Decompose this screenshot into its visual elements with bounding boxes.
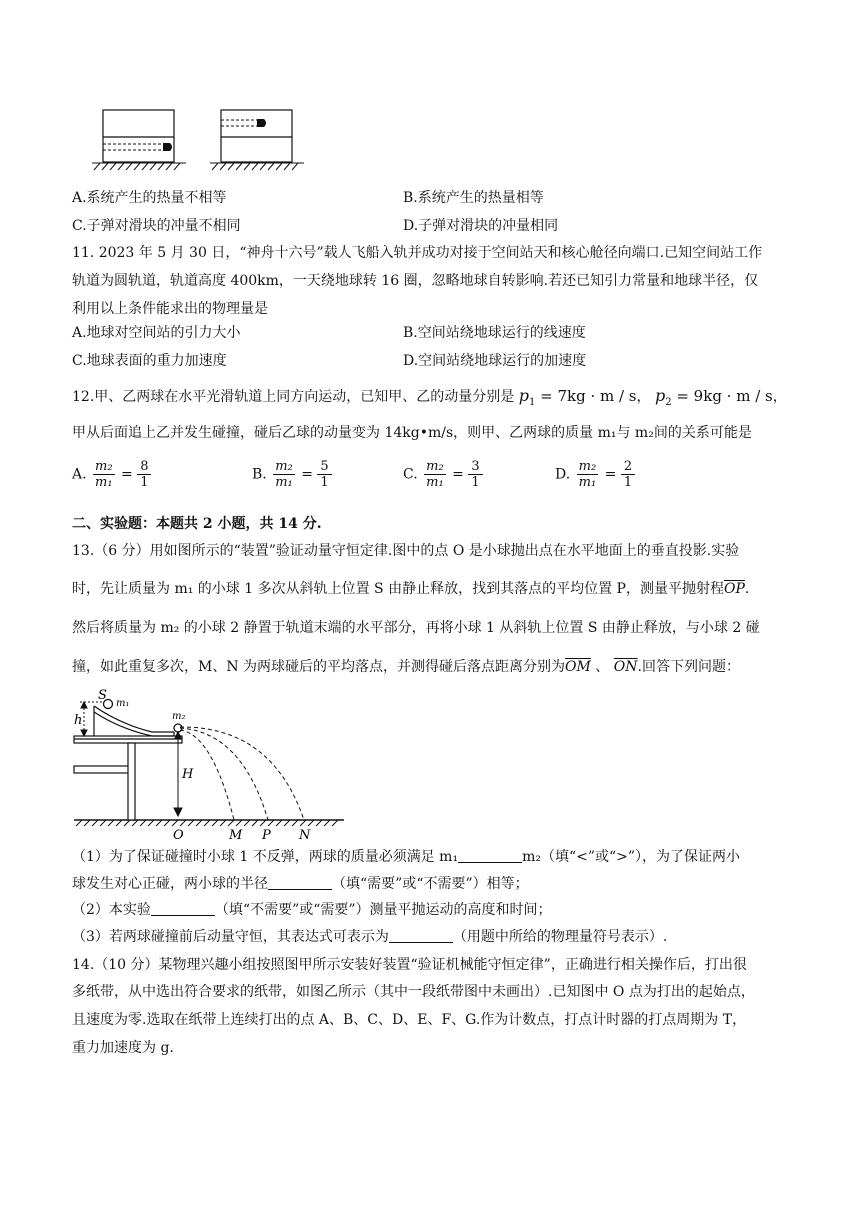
q13-apparatus-diagram: [72, 686, 352, 846]
label-P: P: [262, 828, 271, 843]
q12-option-d-fraction: [577, 460, 599, 489]
q13-line-2: [72, 582, 749, 596]
q12-option-a-denominator: m₁: [95, 475, 113, 490]
q12-option-c-denominator: m₁: [426, 475, 444, 490]
q12-option-c-equals: =: [452, 466, 464, 483]
label-O: O: [173, 828, 184, 843]
q12-option-b-numerator: m₂: [275, 459, 293, 474]
block-left: [103, 110, 174, 162]
q13-on-symbol: $\overline{ON}$: [613, 659, 638, 675]
q12-option-b-fraction: [273, 460, 295, 489]
diagram-trajectories: [180, 727, 304, 820]
q13-line-4-text: 撞，如此重复多次，M、N 为两球碰后的平均落点，并测得碰后落点距离分别为: [72, 659, 566, 675]
q13-op-symbol: $\overline{OP}$: [723, 581, 745, 597]
label-H: H: [182, 767, 194, 782]
q12-line-1-end: ，: [772, 389, 787, 405]
q13-sub-1-line-2-end: （填“需要”或“不需要”）相等；: [332, 876, 529, 892]
ground-hatching: [92, 163, 304, 170]
q12-option-a-fraction: [93, 460, 115, 489]
q13-sub-3: [72, 930, 667, 944]
q12-option-b-denominator: m₁: [275, 475, 293, 490]
label-m1: m₁: [116, 698, 130, 709]
q13-line-3: 然后将质量为 m₂ 的小球 2 静置于轨道末端的水平部分，再将小球 1 从斜轨上位置 S 由静止释放，与小球 2 碰: [72, 620, 760, 636]
q13-sub-1-line-1: [72, 850, 740, 864]
q14-line-1: 14.（10 分）某物理兴趣小组按照图甲所示安装好装置“验证机械能守恒定律”，正确进行相关操作后，打出很: [72, 957, 747, 973]
label-h: h: [74, 713, 83, 728]
q12-p1-symbol: p: [518, 386, 529, 405]
q13-line-2-text: 时，先让质量为 m₁ 的小球 1 多次从斜轨上位置 S 由静止释放，找到其落点的平均位置 P，测量平抛射程: [72, 581, 724, 597]
label-M: M: [229, 828, 243, 843]
diagram-h-dimension: [80, 702, 102, 736]
q13-sub-1-line-2: [72, 877, 529, 891]
q13-line-1: 13.（6 分）用如图所示的“装置”验证动量守恒定律.图中的点 O 是小球抛出点在水平地面上的垂直投影.实验: [72, 543, 740, 559]
q10-option-d: D.子弹对滑块的冲量相同: [403, 218, 559, 234]
q12-option-d-numerator: m₂: [578, 459, 597, 474]
q11-option-c: C.地球表面的重力加速度: [72, 353, 227, 369]
q13-sub-2: [72, 903, 552, 917]
q13-sub-1-blank-2[interactable]: [268, 877, 332, 890]
q11-line-2: 轨道为圆轨道，轨道高度 400km，一天绕地球转 16 圈，忽略地球自转影响.若还已知引力常量和地球半径，仅: [72, 273, 759, 289]
q12-option-c-fraction: [424, 460, 446, 489]
q12-option-a-value-den: 1: [140, 475, 149, 490]
q13-sub-2-end: （填“不需要”或“需要”）测量平抛运动的高度和时间；: [214, 902, 552, 918]
q13-sub-3-text: （3）若两球碰撞前后动量守恒，其表达式可表示为: [72, 929, 389, 945]
q12-option-b-equals: =: [301, 466, 313, 483]
q12-option-d-value: [621, 460, 635, 489]
q12-option-b-value-den: 1: [320, 475, 329, 490]
q12-p2-subscript: 2: [665, 396, 672, 408]
diagram-table: [74, 736, 182, 820]
q12-option-c-value-den: 1: [471, 475, 480, 490]
q11-option-a: A.地球对空间站的引力大小: [72, 325, 241, 341]
q10-option-b: B.系统产生的热量相等: [403, 190, 544, 206]
section-2-heading: 二、实验题：本题共 2 小题，共 14 分.: [72, 516, 322, 532]
q14-line-2: 多纸带，从中选出符合要求的纸带，如图乙所示（其中一段纸带图中未画出）.已知图中 O 点为打出的起始点，: [72, 984, 755, 1000]
q12-option-c-value-num: 3: [468, 460, 482, 475]
q13-om-symbol: $\overline{OM}$: [565, 659, 591, 675]
q12-option-c: [403, 460, 483, 489]
q12-line-2: 甲从后面追上乙并发生碰撞，碰后乙球的动量变为 14kg•m/s，则甲、乙两球的质量 m₁与 m₂间的关系可能是: [72, 425, 752, 441]
q12-option-c-value: [468, 460, 482, 489]
q12-option-b-label: B.: [252, 466, 267, 483]
q11-option-b: B.空间站绕地球运行的线速度: [403, 325, 586, 341]
q11-line-1: 11. 2023 年 5 月 30 日，“神舟十六号”载人飞船入轨并成功对接于空间站天和核心舱径向端口.已知空间站工作: [72, 245, 763, 261]
q12-line-1: [72, 388, 787, 408]
q12-option-c-label: C.: [403, 466, 418, 483]
q13-sub-3-blank[interactable]: [389, 930, 453, 943]
q12-option-d-equals: =: [604, 466, 617, 483]
q12-option-d-denominator: m₁: [578, 475, 597, 490]
q12-option-a-label: A.: [72, 466, 87, 483]
q14-line-4: 重力加速度为 g.: [72, 1040, 174, 1056]
q13-sub-2-blank[interactable]: [151, 903, 215, 916]
diagram-H-dimension: [174, 732, 182, 816]
q13-sub-1-line-2-text: 球发生对心正碰，两小球的半径: [72, 876, 268, 892]
q12-p2-symbol: p: [654, 386, 666, 405]
q13-line-2-end: .: [744, 581, 750, 597]
q12-option-a: [72, 460, 151, 489]
q12-option-c-numerator: m₂: [426, 459, 444, 474]
q10-option-a: A.系统产生的热量不相等: [72, 190, 227, 206]
q12-p1-value: = 7kg · m / s: [535, 387, 637, 405]
q10-block-diagram: [86, 106, 316, 172]
q13-sub-1-text-mid: m₂（填“<”或“>”），为了保证两小: [522, 849, 741, 865]
q12-option-b: [252, 460, 332, 489]
q12-option-d-value-num: 2: [621, 460, 635, 475]
q12-option-d-label: D.: [555, 466, 571, 483]
q11-option-d: D.空间站绕地球运行的加速度: [403, 353, 587, 369]
q12-option-a-value-num: 8: [137, 460, 151, 475]
q12-separator: ，: [636, 389, 651, 405]
q12-option-d-value-den: 1: [623, 475, 633, 490]
q12-p1-subscript: 1: [528, 396, 536, 408]
q13-sub-3-end: （用题中所给的物理量符号表示）.: [452, 929, 668, 945]
q13-sub-1-blank-1[interactable]: [458, 850, 522, 863]
block-right: [221, 110, 292, 162]
q12-line-1-text: 12.甲、乙两球在水平光滑轨道上同方向运动，已知甲、乙的动量分别是: [72, 389, 515, 405]
label-N: N: [299, 828, 311, 843]
q12-option-b-value-num: 5: [317, 460, 331, 475]
q12-option-b-value: [317, 460, 331, 489]
label-m2: m₂: [172, 711, 186, 722]
q11-line-3: 利用以上条件能求出的物理量是: [72, 301, 268, 317]
q13-separator: 、: [590, 659, 614, 675]
q14-line-3: 且速度为零.选取在纸带上连续打出的点 A、B、C、D、E、F、G.作为计数点，打点计时器的打点周期为 T，: [72, 1012, 747, 1028]
q13-sub-1-text: （1）为了保证碰撞时小球 1 不反弹，两球的质量必须满足 m₁: [72, 849, 459, 865]
q10-option-c: C.子弹对滑块的冲量不相同: [72, 218, 241, 234]
q11-stem: [72, 246, 792, 316]
q13-sub-2-text: （2）本实验: [72, 902, 151, 918]
q12-option-a-value: [137, 460, 151, 489]
diagram-ramp: [94, 706, 174, 736]
q12-option-d: [555, 460, 635, 489]
q13-line-4: [72, 660, 740, 674]
diagram-ground: [74, 820, 344, 826]
label-S: S: [98, 688, 107, 703]
q13-line-4-end: .回答下列问题：: [637, 659, 740, 675]
q12-p2-value: = 9kg · m / s: [671, 387, 773, 405]
q12-option-a-numerator: m₂: [95, 459, 113, 474]
q12-option-a-equals: =: [121, 466, 133, 483]
